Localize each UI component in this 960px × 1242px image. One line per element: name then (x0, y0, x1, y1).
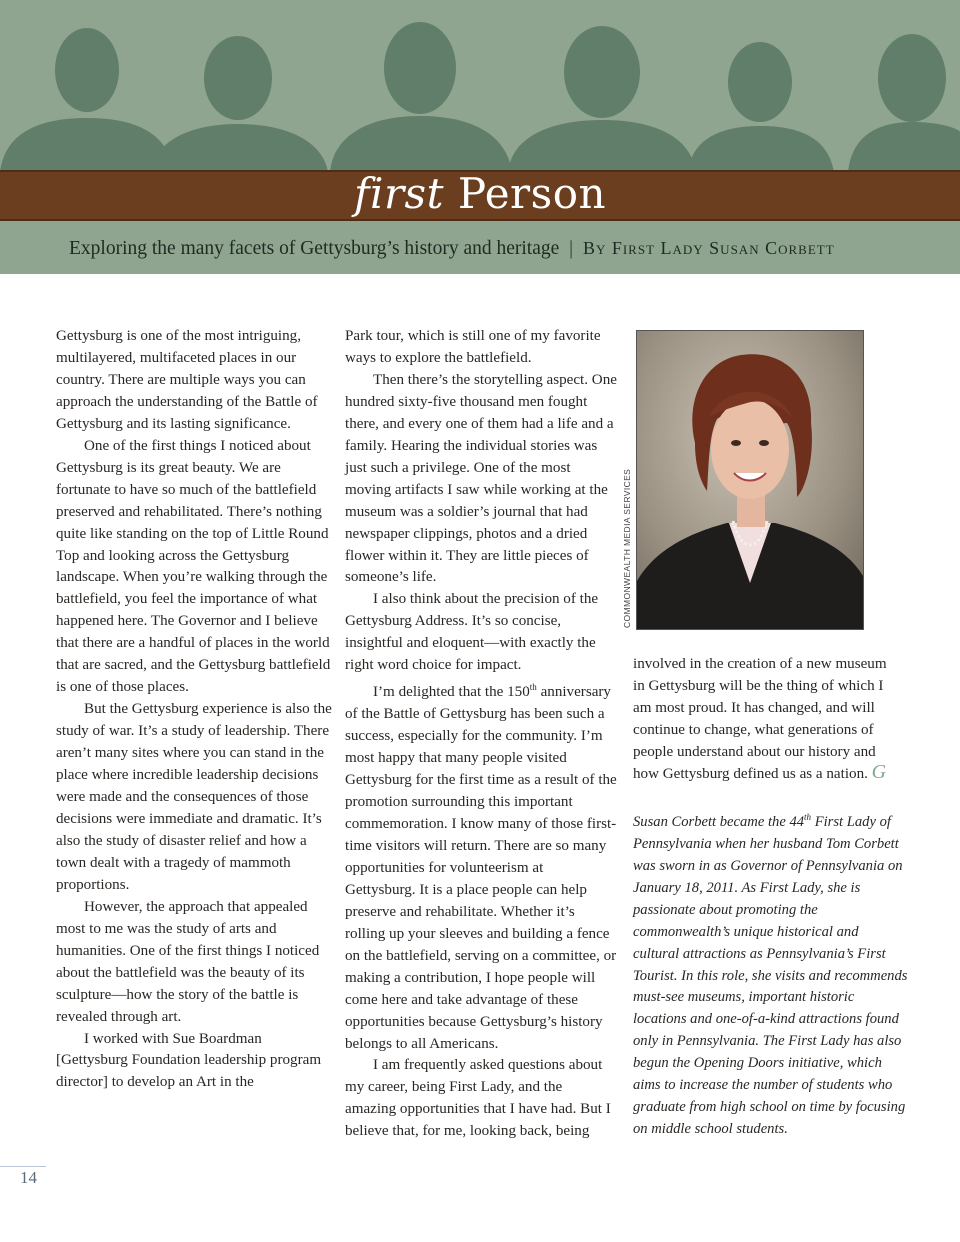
silhouette-figure (330, 22, 512, 172)
article-column-3 (633, 654, 899, 786)
paragraph-text: involved in the creation of a new museum in Gettysburg will be the thing of which I am most proud. It has changed, and will continue to change, what generations of people understand about our history and how Gettysburg defined us as a nation. (633, 656, 887, 782)
page-number-rule (0, 1166, 46, 1167)
paragraph: Park tour, which is still one of my favorite ways to explore the battlefield. (345, 328, 601, 366)
paragraph: I worked with Sue Boardman [Gettysburg Foundation leadership program director] to develop an Art in the (56, 1030, 322, 1091)
silhouette-figure (508, 26, 696, 172)
subtitle-separator: | (569, 238, 574, 259)
bio-text: First Lady of Pennsylvania when her husband Tom Corbett was sworn in as Governor of Pennsylvania on January 18, 2011. As First Lady, she is passionate about promoting the commonwealth’s unique historical and cultural attractions as Pennsylvania’s First Tourist. In this role, she visits and recommends must-see museums, important historic locations and one-of-a-kind attractions found only in Pennsylvania. The First Lady has also begun the Opening Doors initiative, which aims to increase the number of students who graduate from high school on time by focusing on middle school students. (633, 813, 908, 1138)
silhouette-figure (0, 28, 174, 172)
page-number: 14 (20, 1168, 37, 1187)
portrait-illustration (637, 331, 863, 629)
article-column-2 (345, 326, 617, 1143)
paragraph-text: I’m delighted that the 150 (373, 684, 530, 701)
page-header (0, 0, 960, 274)
paragraph: But the Gettysburg experience is also the study of war. It’s a study of leadership. There aren’t many sites where you can stand in the place where incredible leadership decisions were made and the consequences of those decisions were immediate and dramatic. It’s also the study of disaster relief and how a town dealt with a tragedy of mammoth proportions. (56, 701, 332, 893)
paragraph-text: anniversary of the Battle of Gettysburg has been such a success, especially for the community. I’m most happy that many people visited Gettysburg for the first time as a result of the promotion surrounding this important commemoration. I know many of those first-time visitors will return. There are so many opportunities for volunteerism at Gettysburg. It is a place people can help preserve and rehabilitate. Whether it’s rolling up your sleeves and building a fence on the battlefield, serving on a committee, or making a contribution, I hope people will come here and take advantage of these opportunities because Gettysburg’s history belongs to all Americans. (345, 684, 617, 1052)
section-title-regular: Person (457, 169, 607, 218)
portrait-photo (636, 330, 864, 630)
silhouette-figure (688, 42, 834, 172)
paragraph: Gettysburg is one of the most intriguing, multilayered, multifaceted places in our country. There are multiple ways you can approach the understanding of the Battle of Gettysburg and its lasting significance. (56, 328, 318, 432)
paragraph: One of the first things I noticed about Gettysburg is its great beauty. We are fortunate to have so much of the battlefield preserved and rehabilitated. There’s nothing quite like standing on the top of Little Round Top and looking across the Gettysburg landscape. When you’re walking through the battlefield, you feel the importance of what happened here. The Governor and I believe that there are a handful of places in the world that are sacred, and the Gettysburg battlefield is one of those places. (56, 437, 331, 696)
subtitle: Exploring the many facets of Gettysburg’s history and heritage (69, 238, 560, 259)
author-bio (633, 807, 908, 1141)
bio-text: Susan Corbett became the 44 (633, 813, 805, 830)
paragraph (345, 677, 617, 1055)
paragraph (633, 654, 899, 786)
photo-credit: COMMONWEALTH MEDIA SERVICES (622, 468, 632, 628)
superscript: th (804, 812, 812, 822)
silhouettes-illustration (0, 0, 960, 274)
paragraph: I also think about the precision of the Gettysburg Address. It’s so concise, insightful and eloquent—with exactly the right word choice for impact. (345, 591, 599, 674)
subtitle-row (69, 238, 835, 260)
silhouette-figure (150, 36, 328, 172)
section-title (0, 166, 960, 222)
end-mark-icon: G (871, 760, 887, 783)
silhouette-figure (848, 34, 960, 172)
superscript: th (529, 682, 537, 693)
section-title-italic: first (353, 169, 444, 218)
article-column-1 (56, 326, 332, 1094)
paragraph: However, the approach that appealed most to me was the study of arts and humanities. One of the first things I noticed about the battlefield was the beauty of its sculpture—how the story of the battle is revealed through art. (56, 898, 320, 1025)
paragraph: Then there’s the storytelling aspect. One hundred sixty-five thousand men fought there, and every one of them had a life and a family. Hearing the individual stories was just such a privilege. One of the most moving artifacts I saw while working at the museum was a soldier’s journal that had newspaper clippings, photos and a dried flower within it. They are little pieces of someone’s life. (345, 371, 617, 586)
byline: By First Lady Susan Corbett (582, 238, 835, 258)
paragraph: I am frequently asked questions about my career, being First Lady, and the amazing opportunities that I have had. But I believe that, for me, looking back, being (345, 1057, 611, 1140)
